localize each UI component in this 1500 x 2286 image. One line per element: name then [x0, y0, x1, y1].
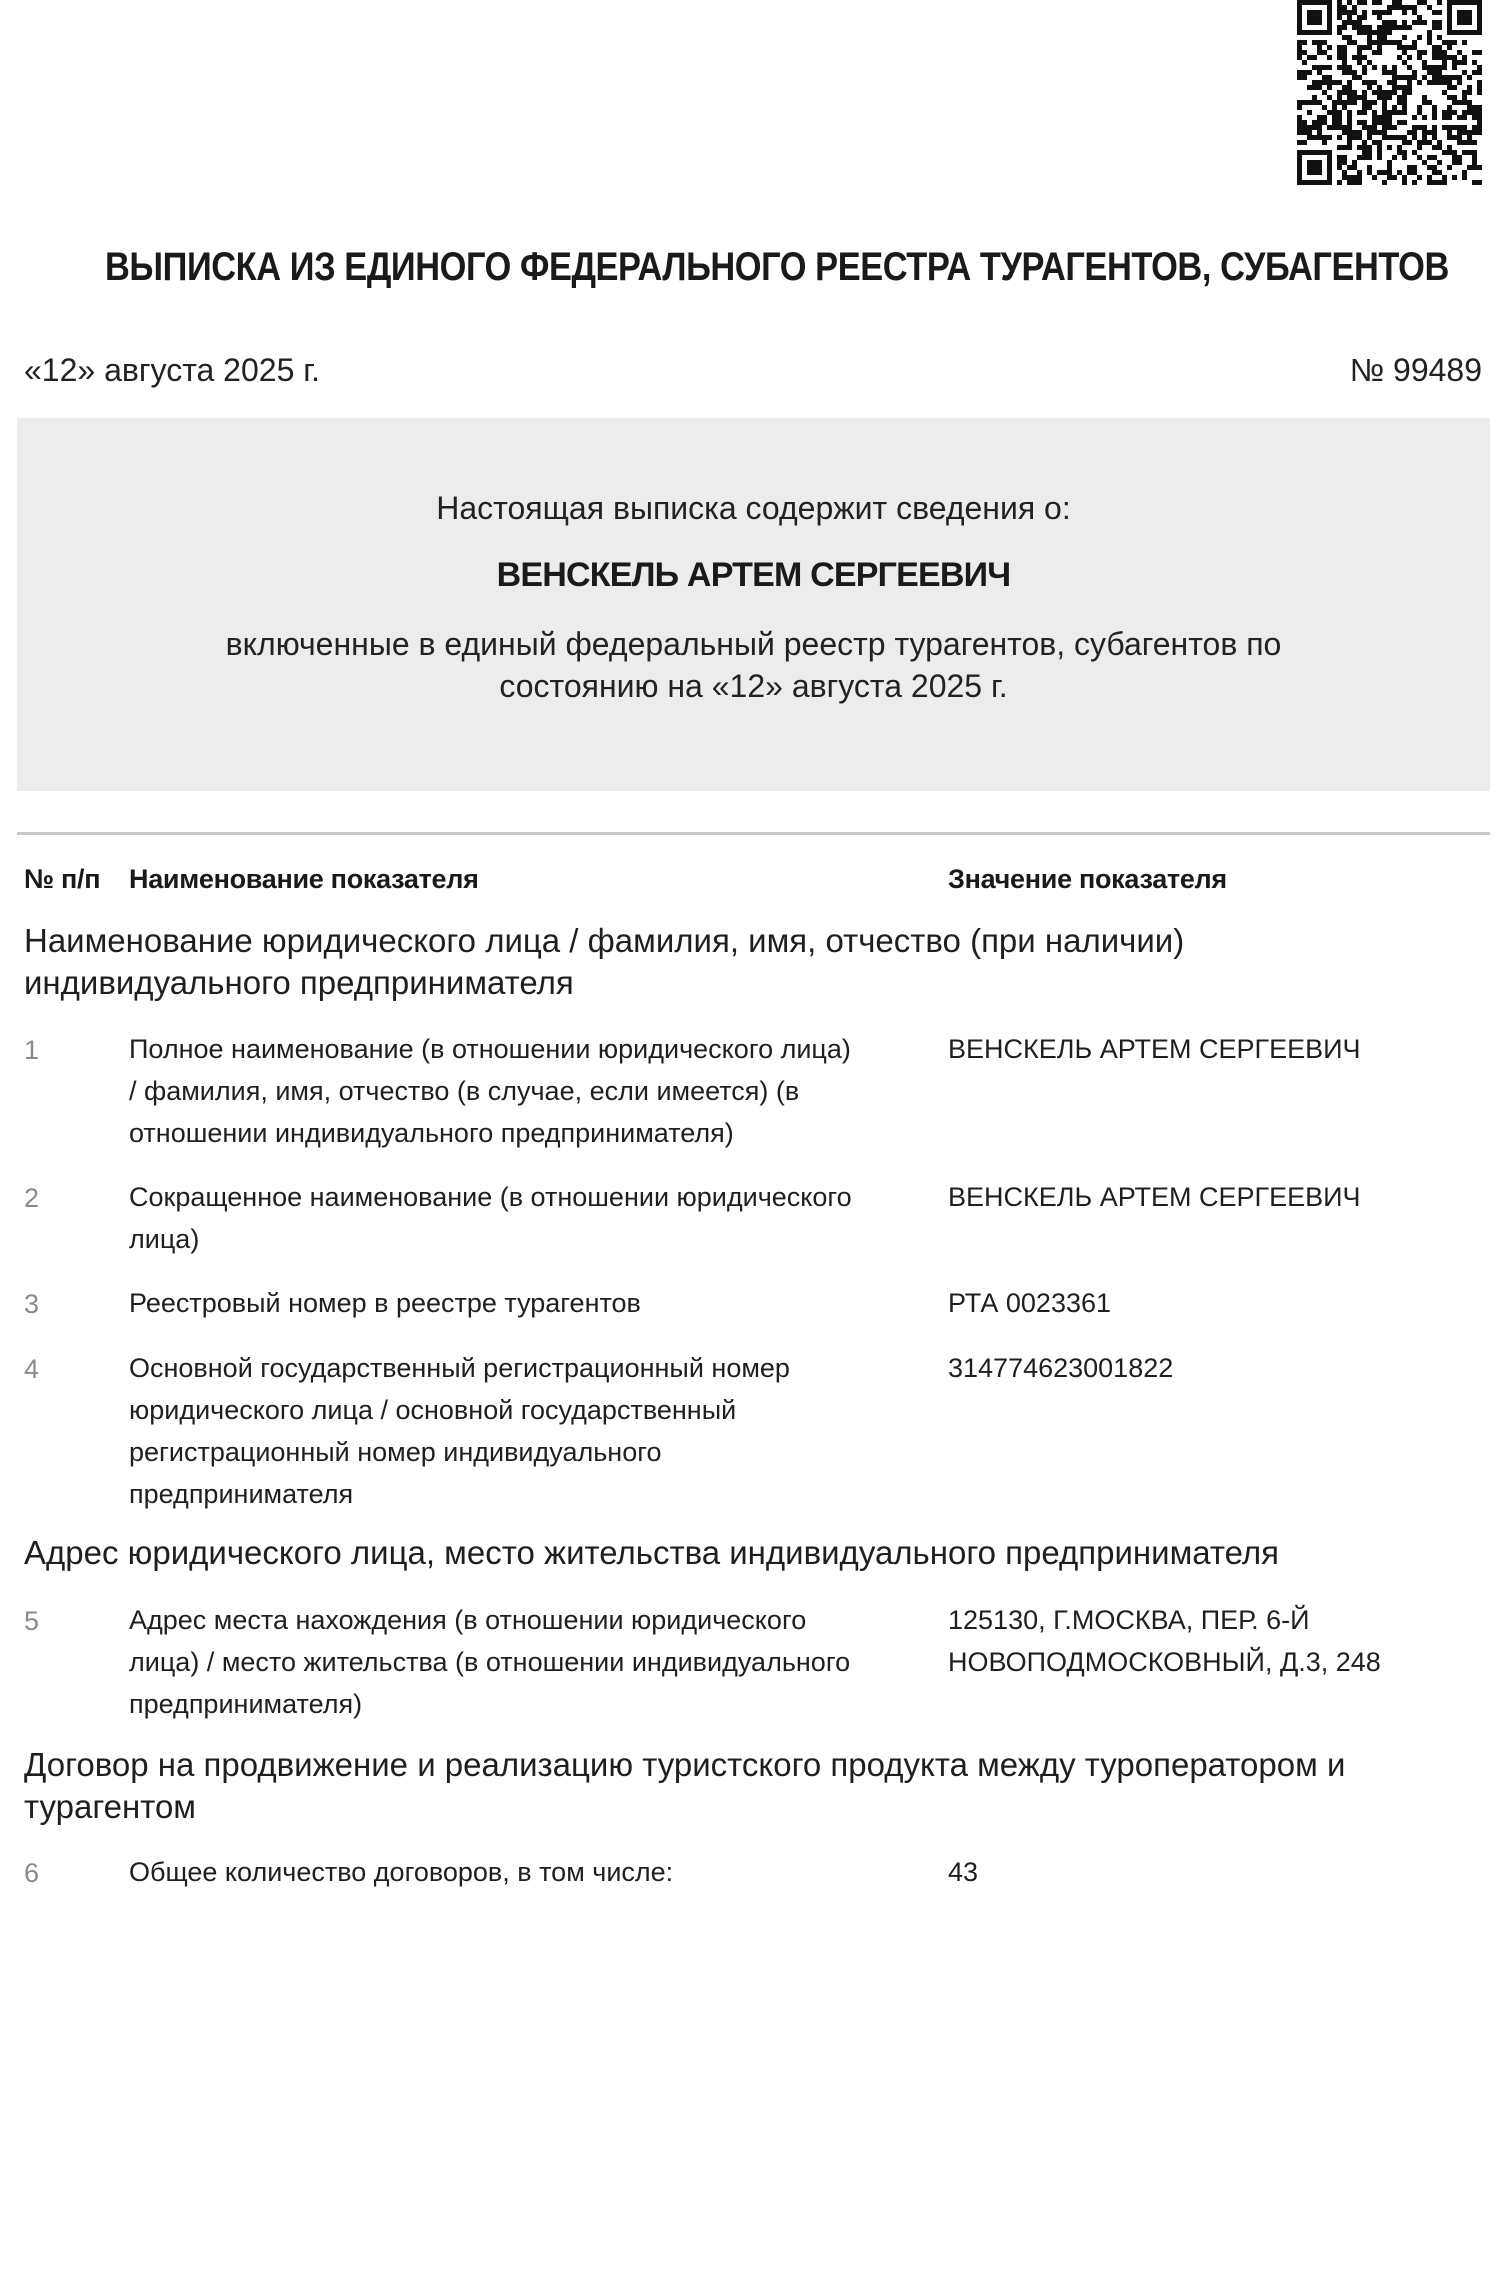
row-value-line: 314774623001822	[948, 1353, 1174, 1383]
row-number: 1	[24, 1035, 40, 1065]
section-heading	[24, 1744, 1474, 1828]
summary-description-line: включенные в единый федеральный реестр турагентов, субагентов по	[225, 626, 1282, 662]
row-indicator-value	[948, 1851, 1488, 1893]
row-indicator-line: Сокращенное наименование (в отношении юридического	[129, 1182, 852, 1212]
row-indicator-line: Общее количество договоров, в том числе:	[129, 1857, 674, 1887]
row-indicator-line: / фамилия, имя, отчество (в случае, если имеется) (в	[129, 1076, 800, 1106]
row-value-line: НОВОПОДМОСКОВНЫЙ, Д.3, 248	[948, 1647, 1381, 1677]
row-indicator-line: лица)	[129, 1224, 200, 1254]
section-heading-line: Адрес юридического лица, место жительства индивидуального предпринимателя	[24, 1534, 1280, 1571]
row-indicator-name	[129, 1599, 929, 1725]
row-value-line: 43	[948, 1857, 979, 1887]
row-indicator-name	[129, 1176, 929, 1260]
row-indicator-line: предпринимателя	[129, 1479, 354, 1509]
row-indicator-line: лица) / место жительства (в отношении индивидуального	[129, 1647, 851, 1677]
row-indicator-value	[948, 1282, 1488, 1324]
section-heading-line: турагентом	[24, 1788, 196, 1825]
section-heading	[24, 1532, 1474, 1574]
row-number: 5	[24, 1606, 40, 1636]
summary-description	[17, 623, 1490, 707]
subject-name: ВЕНСКЕЛЬ АРТЕМ СЕРГЕЕВИЧ	[496, 556, 1011, 594]
row-indicator-name	[129, 1347, 929, 1515]
qr-code	[1297, 0, 1482, 185]
summary-box	[17, 418, 1490, 791]
header-name: Наименование показателя	[129, 864, 479, 894]
document-title: ВЫПИСКА ИЗ ЕДИНОГО ФЕДЕРАЛЬНОГО РЕЕСТРА ТУРАГЕНТОВ, СУБАГЕНТОВ	[105, 245, 1449, 289]
row-indicator-line: отношении индивидуального предпринимателя)	[129, 1118, 734, 1148]
row-value-line: 125130, Г.МОСКВА, ПЕР. 6-Й	[948, 1605, 1310, 1635]
section-heading-line: Договор на продвижение и реализацию туристского продукта между туроператором и	[24, 1746, 1346, 1783]
row-value-line: ВЕНСКЕЛЬ АРТЕМ СЕРГЕЕВИЧ	[948, 1182, 1361, 1212]
row-indicator-line: юридического лица / основной государственный	[129, 1395, 737, 1425]
row-value-line: РТА 0023361	[948, 1288, 1112, 1318]
summary-description-line: состоянию на «12» августа 2025 г.	[499, 668, 1008, 704]
section-heading-line: индивидуального предпринимателя	[24, 964, 574, 1001]
document-number: № 99489	[1349, 352, 1482, 388]
table-divider	[17, 832, 1490, 835]
section-heading-line: Наименование юридического лица / фамилия, имя, отчество (при наличии)	[24, 922, 1185, 959]
row-indicator-line: предпринимателя)	[129, 1689, 363, 1719]
row-indicator-value	[948, 1347, 1488, 1389]
row-indicator-line: Адрес места нахождения (в отношении юридического	[129, 1605, 807, 1635]
row-number: 3	[24, 1289, 40, 1319]
summary-intro: Настоящая выписка содержит сведения о:	[436, 490, 1071, 526]
row-number: 4	[24, 1354, 40, 1384]
row-indicator-line: Основной государственный регистрационный номер	[129, 1353, 790, 1383]
qr-code-icon	[1297, 0, 1482, 185]
header-num: № п/п	[24, 864, 101, 894]
header-value: Значение показателя	[948, 864, 1227, 894]
row-number: 6	[24, 1858, 40, 1888]
row-indicator-name	[129, 1282, 929, 1324]
document-date: «12» августа 2025 г.	[24, 352, 320, 388]
row-indicator-value	[948, 1176, 1488, 1218]
row-number: 2	[24, 1183, 40, 1213]
section-heading	[24, 920, 1474, 1004]
row-indicator-value	[948, 1028, 1488, 1070]
row-indicator-line: Полное наименование (в отношении юридического лица)	[129, 1034, 851, 1064]
row-indicator-line: регистрационный номер индивидуального	[129, 1437, 662, 1467]
row-indicator-value	[948, 1599, 1488, 1683]
row-indicator-name	[129, 1851, 929, 1893]
row-indicator-line: Реестровый номер в реестре турагентов	[129, 1288, 641, 1318]
row-value-line: ВЕНСКЕЛЬ АРТЕМ СЕРГЕЕВИЧ	[948, 1034, 1361, 1064]
row-indicator-name	[129, 1028, 929, 1154]
